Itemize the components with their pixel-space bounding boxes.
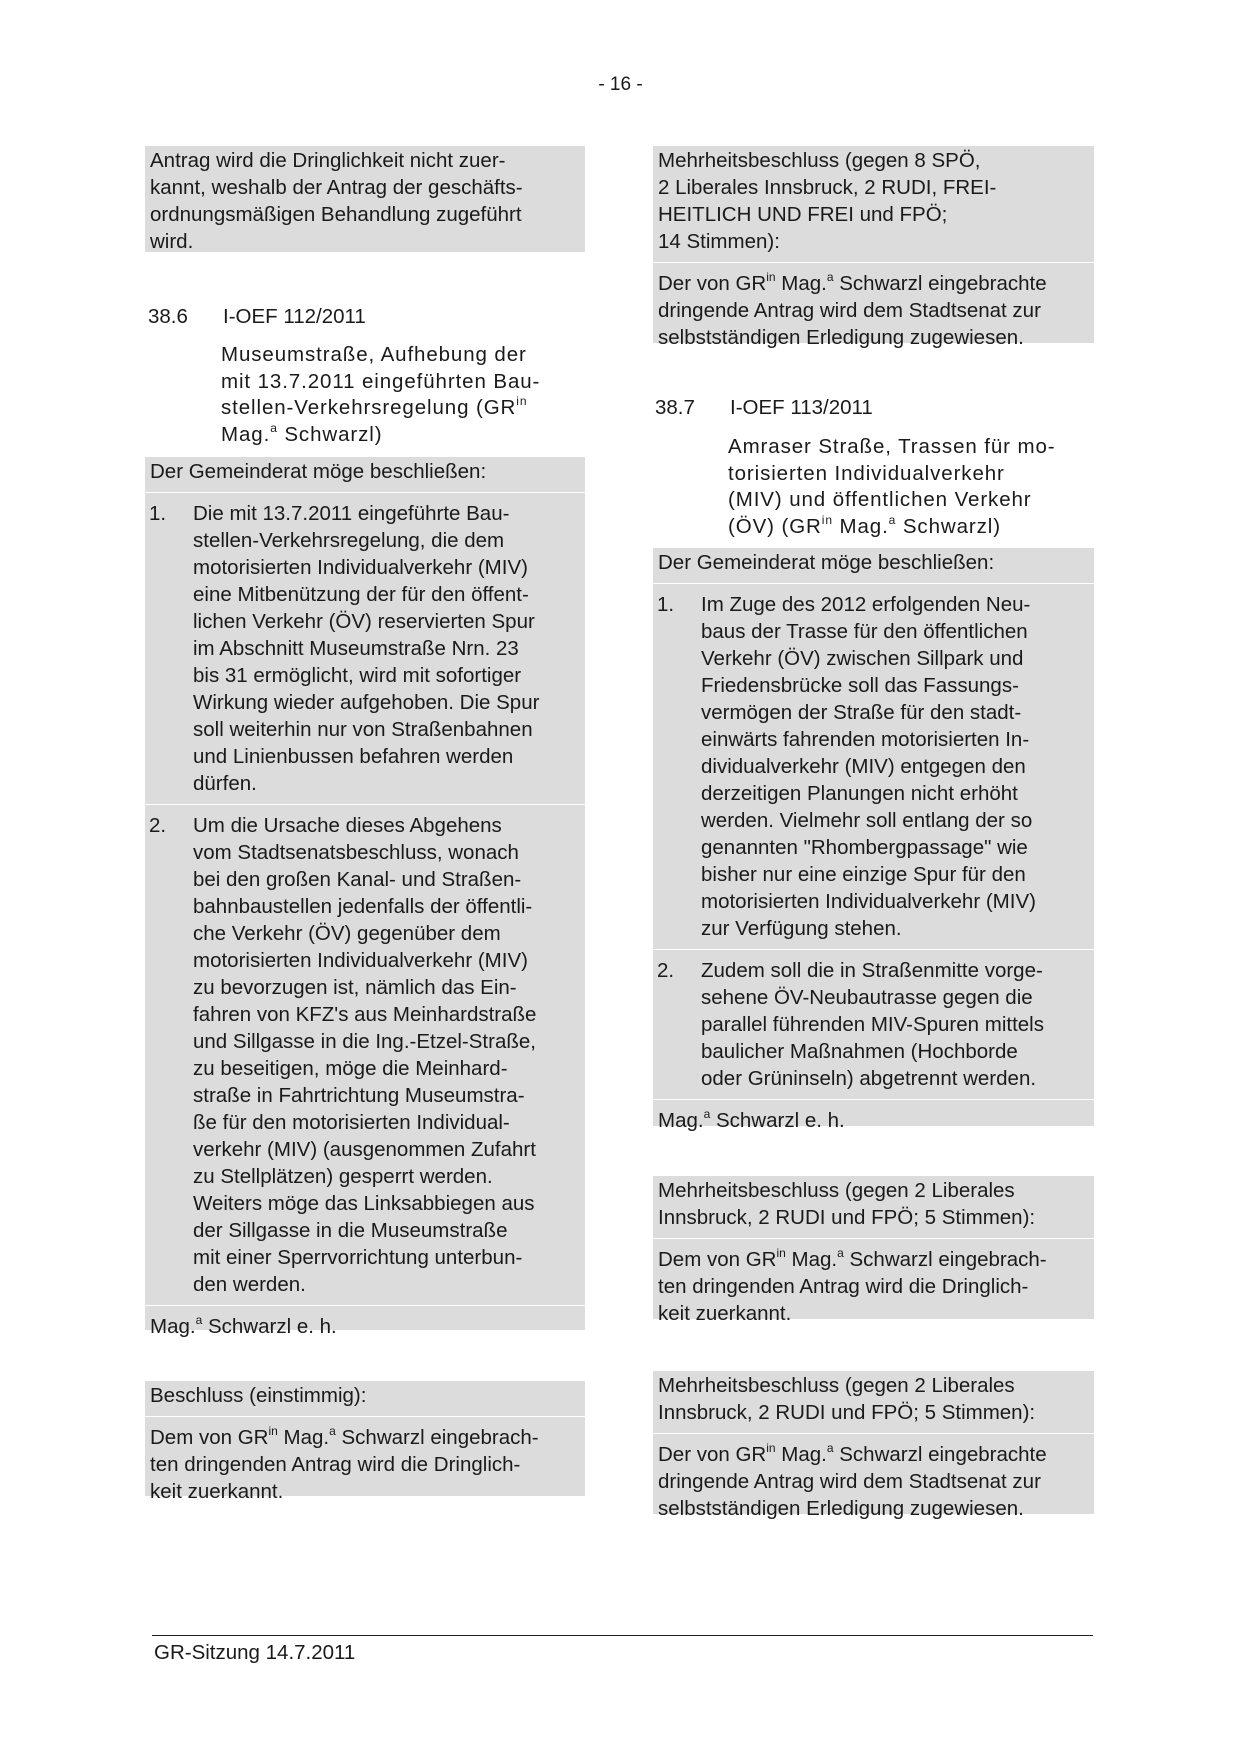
resolution-header: Mehrheitsbeschluss (gegen 2 Liberales Innsbruck, 2 RUDI und FPÖ; 5 Stimmen): (658, 1374, 1036, 1424)
motion-box (145, 457, 585, 1338)
resolution-header: Mehrheitsbeschluss (gegen 2 Liberales Innsbruck, 2 RUDI und FPÖ; 5 Stimmen): (658, 1179, 1036, 1229)
page-number: - 16 - (598, 74, 643, 95)
footer-text: GR-Sitzung 14.7.2011 (154, 1641, 356, 1664)
subject-text: Amraser Straße, Trassen für mo- torisierten Individualverkehr (MIV) und öffentlichen Verkehr (ÖV) (GR (728, 435, 1056, 538)
item-subject (728, 434, 1098, 540)
item-number: 38.6 (148, 305, 188, 328)
motion-point (653, 957, 1094, 1092)
superscript: in (516, 394, 528, 408)
superscript: in (776, 1246, 786, 1260)
signature (653, 1107, 1094, 1134)
resolution-text-part: Der von GR (658, 1443, 767, 1466)
resolution-text (653, 1441, 1094, 1522)
resolution-text-part: Mag. (785, 1248, 838, 1271)
resolution-text (145, 1424, 585, 1505)
signature-text: Schwarzl e. h. (710, 1109, 845, 1132)
resolution-text-part: Schwarzl eingebrach- ten dringenden Antrag wird die Dringlich- keit zuerkannt. (658, 1248, 1047, 1325)
resolution-text-part: Mag. (775, 1443, 827, 1466)
point-number: 1. (657, 593, 675, 616)
resolution-text-part: Der von GR (658, 272, 767, 295)
resolution-box (653, 1176, 1094, 1325)
resolution-box (145, 1381, 585, 1503)
point-number: 1. (149, 502, 167, 525)
point-text: Um die Ursache dieses Abgehens vom Stadtsenatsbeschluss, wonach bei den großen Kanal- und Straßen- bahnbaustellen jedenfalls der öffentli- che Verkehr (ÖV) gegenüber dem motorisierten Individualverkehr (MIV) zu bevorzugen ist, nämlich das Ein- fahren von KFZ's aus Meinhardstraße und Sillgasse in die Ing.-Etzel-Straße, zu beseitigen, möge die Meinhard- straße in Fahrtrichtung Museumstra- ße für den motorisierten Individual- verkehr (MIV) (ausgenommen Zufahrt zu Stellplätzen) gesperrt werden. Weiters möge das Linksabbiegen aus der Sillgasse in die Museumstraße mit einer Sperrvorrichtung unterbun- den werden. (193, 814, 537, 1296)
superscript: a (329, 1424, 336, 1438)
superscript: a (270, 420, 278, 435)
subject-text: Schwarzl) (277, 422, 383, 446)
signature (145, 1313, 585, 1340)
resolution-text-part: Schwarzl eingebrachte dringende Antrag wird dem Stadtsenat zur selbstständigen Erledigung zugewiesen. (658, 272, 1047, 349)
point-text: Zudem soll die in Straßenmitte vorge- sehene ÖV-Neubautrasse gegen die parallel führenden MIV-Spuren mittels baulicher Maßnahmen (Hochborde oder Grüninseln) abgetrennt werden. (701, 959, 1044, 1090)
resolution-text (653, 270, 1094, 351)
resolution-box (653, 1371, 1094, 1520)
resolution-text (653, 1246, 1094, 1327)
resolution-text-part: Dem von GR (658, 1248, 777, 1271)
superscript: in (766, 1441, 776, 1455)
motion-point (145, 500, 585, 797)
superscript: in (268, 1424, 278, 1438)
resolution-text-part: Mag. (775, 272, 827, 295)
item-subject (221, 342, 591, 448)
superscript: a (195, 1313, 203, 1327)
point-text: Im Zuge des 2012 erfolgenden Neu- baus der Trasse für den öffentlichen Verkehr (ÖV) zwischen Sillpark und Friedensbrücke soll das Fassungs- vermögen der Straße für den stadt- einwärts fahrenden motorisierten In- dividualverkehr (MIV) entgegen den derzeitigen Planungen nicht erhöht werden. Vielmehr soll entlang der so genannten "Rhombergpassage" wie bisher nur eine einzige Spur für den motorisierten Individualverkehr (MIV) zur Verfügung stehen. (701, 593, 1036, 940)
superscript: in (821, 512, 833, 527)
subject-text: Schwarzl) (896, 514, 1001, 538)
superscript: a (703, 1107, 711, 1121)
subject-text: Museumstraße, Aufhebung der mit 13.7.2011 eingeführten Bau- stellen-Verkehrsregelung (GR (221, 343, 541, 419)
point-number: 2. (657, 959, 675, 982)
item-code: I-OEF 112/2011 (223, 305, 366, 328)
resolution-text-part: Dem von GR (150, 1426, 269, 1449)
motion-point (653, 591, 1094, 942)
signature-text: Mag. (150, 1315, 196, 1338)
resolution-text-part: Schwarzl eingebrachte dringende Antrag wird dem Stadtsenat zur selbstständigen Erledigung zugewiesen. (658, 1443, 1047, 1520)
item-number: 38.7 (655, 396, 695, 419)
resolution-text-part: Schwarzl eingebrach- ten dringenden Antrag wird die Dringlich- keit zuerkannt. (150, 1426, 539, 1503)
motion-point (145, 812, 585, 1298)
carryover-text-box: Antrag wird die Dringlichkeit nicht zuer- kannt, weshalb der Antrag der geschäfts- ordnungsmäßigen Behandlung zugeführt wird. (145, 146, 585, 252)
motion-intro: Der Gemeinderat möge beschließen: (150, 460, 487, 483)
subject-text: Mag. (221, 422, 271, 446)
signature-text: Schwarzl e. h. (202, 1315, 337, 1338)
footer-divider (152, 1635, 1093, 1636)
superscript: a (826, 1441, 834, 1455)
motion-box (653, 548, 1094, 1132)
resolution-text-part: Mag. (277, 1426, 330, 1449)
superscript: a (826, 270, 834, 284)
superscript: a (837, 1246, 844, 1260)
superscript: a (888, 512, 897, 527)
resolution-box-top (653, 146, 1094, 349)
point-text: Die mit 13.7.2011 eingeführte Bau- stellen-Verkehrsregelung, die dem motorisierten Individualverkehr (MIV) eine Mitbenützung der für den öffent- lichen Verkehr (ÖV) reservierten Spur im Abschnitt Museumstraße Nrn. 23 bis 31 ermöglicht, wird mit sofortiger Wirkung wieder aufgehoben. Die Spur soll weiterhin nur von Straßenbahnen und Linienbussen befahren werden dürfen. (193, 502, 540, 795)
point-number: 2. (149, 814, 167, 837)
item-code: I-OEF 113/2011 (730, 396, 873, 419)
resolution-header: Mehrheitsbeschluss (gegen 8 SPÖ, 2 Liberales Innsbruck, 2 RUDI, FREI- HEITLICH UND FREI und FPÖ; 14 Stimmen): (658, 149, 997, 253)
motion-intro: Der Gemeinderat möge beschließen: (658, 551, 995, 574)
superscript: in (766, 270, 776, 284)
signature-text: Mag. (658, 1109, 704, 1132)
resolution-header: Beschluss (einstimmig): (150, 1384, 367, 1407)
subject-text: Mag. (832, 514, 889, 538)
